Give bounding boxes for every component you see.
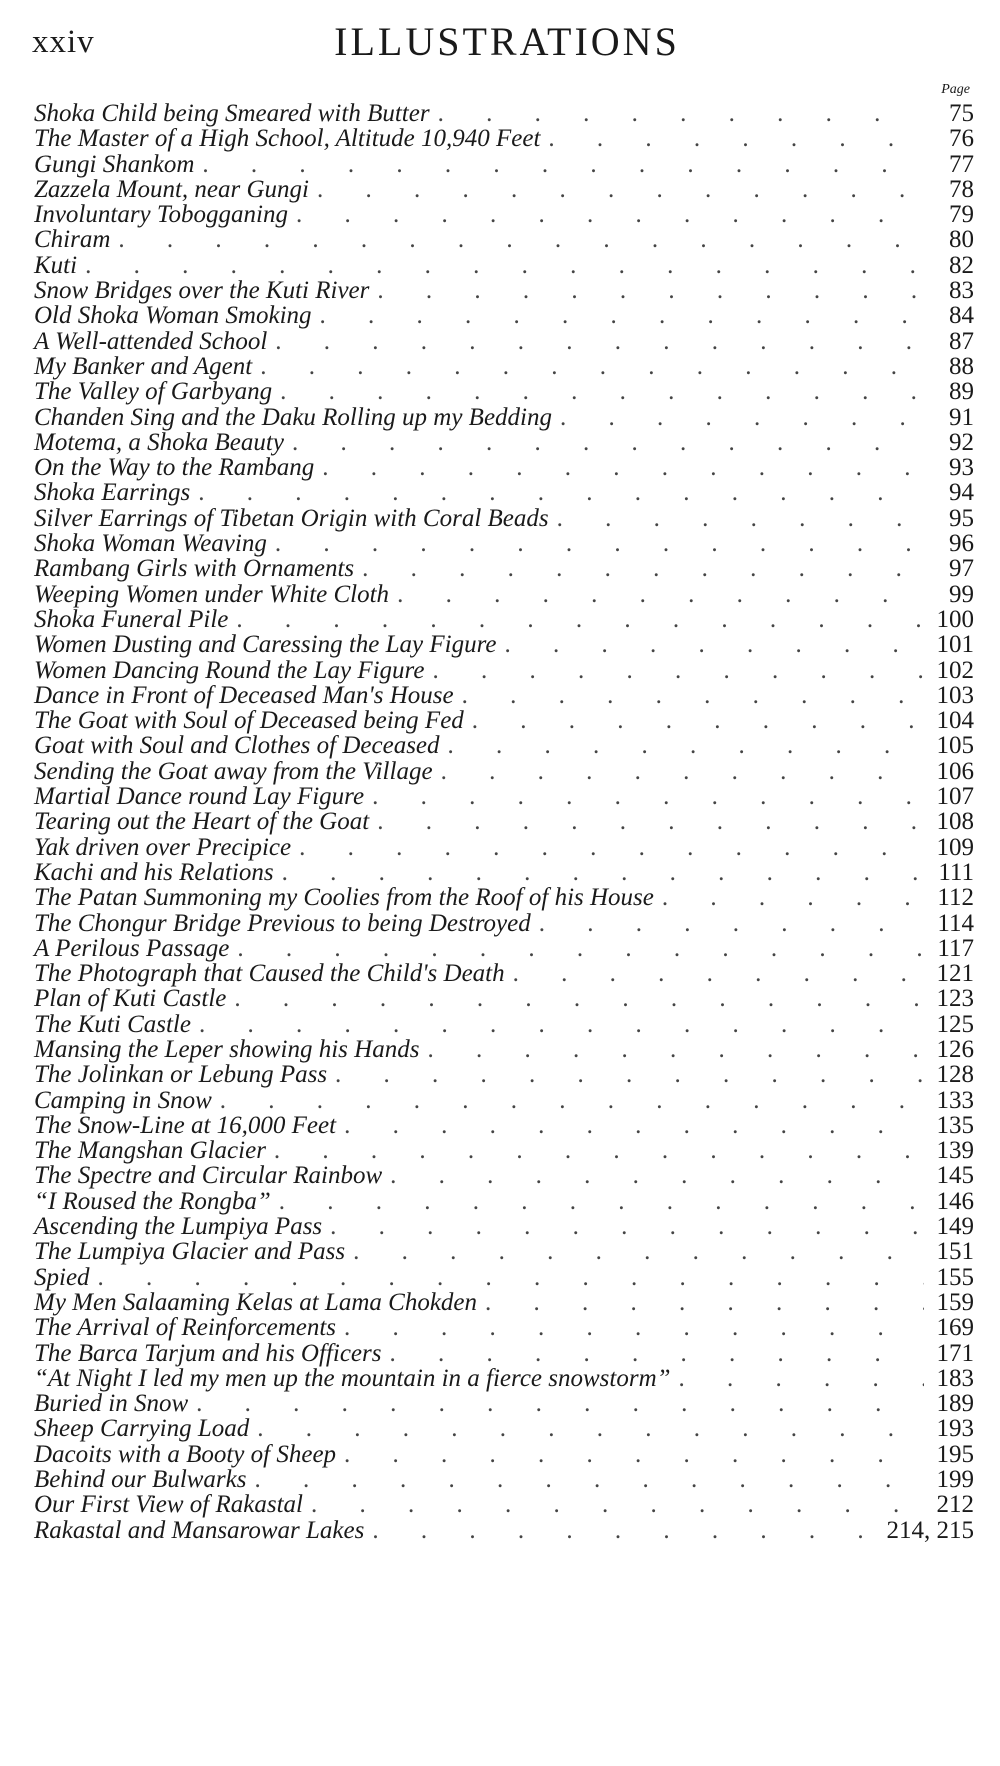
illustration-title: Tearing out the Heart of the Goat bbox=[34, 808, 370, 836]
illustration-page: 87 bbox=[949, 327, 974, 355]
illustration-page: 189 bbox=[936, 1390, 974, 1418]
dot-leader bbox=[260, 354, 924, 379]
illustration-title: Silver Earrings of Tibetan Origin with Coral Beads bbox=[34, 504, 549, 532]
illustration-title: The Mangshan Glacier bbox=[34, 1137, 266, 1165]
illustrations-list bbox=[34, 101, 974, 1543]
dot-leader bbox=[344, 1113, 924, 1138]
dot-leader bbox=[353, 1239, 924, 1264]
dot-leader bbox=[462, 683, 924, 708]
illustration-page: 95 bbox=[949, 504, 974, 532]
dot-leader bbox=[662, 885, 924, 910]
list-item bbox=[34, 1391, 974, 1416]
list-item bbox=[34, 986, 974, 1011]
illustration-page: 101 bbox=[936, 631, 974, 659]
list-item bbox=[34, 303, 974, 328]
list-item bbox=[34, 455, 974, 480]
illustration-title: Our First View of Rakastal bbox=[34, 1491, 303, 1519]
list-item bbox=[34, 202, 974, 227]
list-item bbox=[34, 1265, 974, 1290]
dot-leader bbox=[485, 1290, 924, 1315]
illustration-title: Motema, a Shoka Beauty bbox=[34, 428, 284, 456]
illustration-title: Chanden Sing and the Daku Rolling up my Bedding bbox=[34, 403, 552, 431]
illustration-title: On the Way to the Rambang bbox=[34, 454, 315, 482]
illustration-page: 169 bbox=[936, 1314, 974, 1342]
illustration-title: Shoka Child being Smeared with Butter bbox=[34, 100, 430, 127]
list-item bbox=[34, 354, 974, 379]
illustration-page: 93 bbox=[949, 454, 974, 482]
dot-leader bbox=[560, 405, 924, 430]
dot-leader bbox=[98, 1265, 924, 1290]
list-item bbox=[34, 405, 974, 430]
illustration-page: 82 bbox=[949, 251, 974, 279]
list-item bbox=[34, 582, 974, 607]
list-item bbox=[34, 1467, 974, 1492]
list-item bbox=[34, 911, 974, 936]
illustration-page: 105 bbox=[936, 732, 974, 760]
list-item bbox=[34, 1518, 974, 1543]
illustration-page: 92 bbox=[949, 428, 974, 456]
illustration-page: 117 bbox=[937, 934, 974, 962]
dot-leader bbox=[427, 1037, 924, 1062]
illustration-title: Rakastal and Mansarowar Lakes bbox=[34, 1516, 365, 1544]
list-item bbox=[34, 329, 974, 354]
illustration-title: A Well-attended School bbox=[34, 327, 268, 355]
list-item bbox=[34, 430, 974, 455]
dot-leader bbox=[377, 809, 924, 834]
list-item bbox=[34, 1442, 974, 1467]
list-item bbox=[34, 835, 974, 860]
dot-leader bbox=[372, 784, 924, 809]
illustration-title: Old Shoka Woman Smoking bbox=[34, 302, 312, 330]
list-item bbox=[34, 1012, 974, 1037]
illustration-page: 103 bbox=[936, 681, 974, 709]
dot-leader bbox=[198, 480, 924, 505]
list-item bbox=[34, 607, 974, 632]
illustration-title: A Perilous Passage bbox=[34, 934, 230, 962]
dot-leader bbox=[432, 658, 924, 683]
illustration-title: The Master of a High School, Altitude 10,940 Feet bbox=[34, 125, 541, 153]
illustration-page: 107 bbox=[936, 783, 974, 811]
illustration-page: 100 bbox=[936, 605, 974, 633]
illustration-page: 78 bbox=[949, 175, 974, 203]
dot-leader bbox=[335, 1062, 924, 1087]
illustration-page: 112 bbox=[937, 884, 974, 912]
illustration-title: The Goat with Soul of Deceased being Fed bbox=[34, 707, 464, 735]
list-item bbox=[34, 1189, 974, 1214]
illustration-title: Kachi and his Relations bbox=[34, 858, 274, 886]
illustration-title: Behind our Bulwarks bbox=[34, 1466, 247, 1494]
dot-leader bbox=[199, 1012, 924, 1037]
illustration-page: 80 bbox=[949, 226, 974, 254]
illustration-page: 193 bbox=[936, 1415, 974, 1443]
list-item bbox=[34, 556, 974, 581]
dot-leader bbox=[513, 961, 924, 986]
dot-leader bbox=[330, 1214, 924, 1239]
illustration-title: The Jolinkan or Lebung Pass bbox=[34, 1061, 328, 1089]
illustration-page: 99 bbox=[949, 580, 974, 608]
illustration-title: Rambang Girls with Ornaments bbox=[34, 555, 355, 583]
illustration-page: 121 bbox=[936, 960, 974, 988]
dot-leader bbox=[438, 101, 924, 126]
dot-leader bbox=[362, 556, 924, 581]
list-item bbox=[34, 126, 974, 151]
illustration-title: The Barca Tarjum and his Officers bbox=[34, 1339, 382, 1367]
illustration-title: Shoka Earrings bbox=[34, 479, 191, 507]
list-item bbox=[34, 1214, 974, 1239]
illustration-page: 146 bbox=[936, 1187, 974, 1215]
dot-leader bbox=[237, 936, 924, 961]
illustration-page: 104 bbox=[936, 707, 974, 735]
dot-leader bbox=[282, 860, 924, 885]
list-item bbox=[34, 936, 974, 961]
list-item bbox=[34, 152, 974, 177]
list-item bbox=[34, 1416, 974, 1441]
dot-leader bbox=[448, 733, 924, 758]
illustration-title: Women Dancing Round the Lay Figure bbox=[34, 656, 425, 684]
illustration-title: Camping in Snow bbox=[34, 1086, 212, 1114]
dot-leader bbox=[397, 582, 924, 607]
illustration-title: Goat with Soul and Clothes of Deceased bbox=[34, 732, 440, 760]
page-title: ILLUSTRATIONS bbox=[334, 19, 680, 64]
dot-leader bbox=[390, 1163, 924, 1188]
illustration-page: 89 bbox=[949, 378, 974, 406]
illustration-page: 145 bbox=[936, 1162, 974, 1190]
dot-leader bbox=[202, 152, 924, 177]
illustration-title: The Photograph that Caused the Child's Death bbox=[34, 960, 505, 988]
list-item bbox=[34, 506, 974, 531]
illustration-title: Women Dusting and Caressing the Lay Figure bbox=[34, 631, 497, 659]
illustration-page: 96 bbox=[949, 530, 974, 558]
dot-leader bbox=[279, 1189, 924, 1214]
list-item bbox=[34, 480, 974, 505]
list-item bbox=[34, 885, 974, 910]
dot-leader bbox=[472, 708, 924, 733]
list-item bbox=[34, 1088, 974, 1113]
dot-leader bbox=[539, 911, 924, 936]
illustration-page: 111 bbox=[938, 858, 974, 886]
illustration-page: 149 bbox=[936, 1213, 974, 1241]
illustration-title: Yak driven over Precipice bbox=[34, 833, 292, 861]
dot-leader bbox=[274, 1138, 924, 1163]
illustration-page: 88 bbox=[949, 352, 974, 380]
illustration-title: The Chongur Bridge Previous to being Destroyed bbox=[34, 909, 531, 937]
dot-leader bbox=[372, 1518, 878, 1543]
dot-leader bbox=[292, 430, 924, 455]
dot-leader bbox=[548, 126, 924, 151]
dot-leader bbox=[679, 1366, 924, 1391]
illustration-page: 139 bbox=[936, 1137, 974, 1165]
dot-leader bbox=[280, 379, 924, 404]
dot-leader bbox=[299, 835, 924, 860]
illustration-title: The Lumpiya Glacier and Pass bbox=[34, 1238, 346, 1266]
illustration-page: 102 bbox=[936, 656, 974, 684]
list-item bbox=[34, 809, 974, 834]
illustration-title: Sending the Goat away from the Village bbox=[34, 757, 433, 785]
list-item bbox=[34, 177, 974, 202]
illustration-title: Involuntary Tobogganing bbox=[34, 201, 288, 229]
illustration-page: 84 bbox=[949, 302, 974, 330]
illustration-page: 171 bbox=[936, 1339, 974, 1367]
illustration-page: 214, 215 bbox=[886, 1516, 974, 1544]
illustration-title: Martial Dance round Lay Figure bbox=[34, 783, 365, 811]
illustration-title: Weeping Women under White Cloth bbox=[34, 580, 390, 608]
dot-leader bbox=[255, 1467, 925, 1492]
list-item bbox=[34, 683, 974, 708]
page-number: xxiv bbox=[32, 24, 95, 60]
illustration-title: Sheep Carrying Load bbox=[34, 1415, 250, 1443]
list-item bbox=[34, 101, 974, 126]
list-item bbox=[34, 708, 974, 733]
list-item bbox=[34, 961, 974, 986]
dot-leader bbox=[320, 303, 924, 328]
dot-leader bbox=[344, 1442, 924, 1467]
illustration-page: 123 bbox=[936, 985, 974, 1013]
illustration-title: Ascending the Lumpiya Pass bbox=[34, 1213, 323, 1241]
illustration-title: Zazzela Mount, near Gungi bbox=[34, 175, 309, 203]
illustration-title: Buried in Snow bbox=[34, 1390, 189, 1418]
illustration-page: 108 bbox=[936, 808, 974, 836]
illustration-title: Snow Bridges over the Kuti River bbox=[34, 277, 370, 305]
list-item bbox=[34, 1113, 974, 1138]
illustration-title: Plan of Kuti Castle bbox=[34, 985, 227, 1013]
illustration-title: The Arrival of Reinforcements bbox=[34, 1314, 337, 1342]
illustration-title: My Men Salaaming Kelas at Lama Chokden bbox=[34, 1288, 478, 1316]
illustration-page: 212 bbox=[936, 1491, 974, 1519]
list-item bbox=[34, 278, 974, 303]
illustration-page: 195 bbox=[936, 1440, 974, 1468]
illustration-title: The Patan Summoning my Coolies from the Roof of his House bbox=[34, 884, 654, 912]
dot-leader bbox=[311, 1492, 924, 1517]
dot-leader bbox=[275, 329, 924, 354]
dot-leader bbox=[389, 1341, 924, 1366]
illustration-page: 199 bbox=[936, 1466, 974, 1494]
illustration-page: 106 bbox=[936, 757, 974, 785]
illustration-page: 125 bbox=[936, 1010, 974, 1038]
illustration-title: The Spectre and Circular Rainbow bbox=[34, 1162, 383, 1190]
list-item bbox=[34, 531, 974, 556]
list-item bbox=[34, 784, 974, 809]
illustration-title: Chiram bbox=[34, 226, 111, 254]
illustration-title: The Snow-Line at 16,000 Feet bbox=[34, 1111, 337, 1139]
illustration-title: Dacoits with a Booty of Sheep bbox=[34, 1440, 337, 1468]
dot-leader bbox=[322, 455, 924, 480]
dot-leader bbox=[196, 1391, 924, 1416]
page-column-label: Page bbox=[941, 82, 970, 97]
illustration-title: Dance in Front of Deceased Man's House bbox=[34, 681, 454, 709]
illustration-page: 94 bbox=[949, 479, 974, 507]
illustration-page: 159 bbox=[936, 1288, 974, 1316]
list-item bbox=[34, 733, 974, 758]
illustration-page: 91 bbox=[949, 403, 974, 431]
illustration-page: 183 bbox=[936, 1364, 974, 1392]
dot-leader bbox=[275, 531, 924, 556]
dot-leader bbox=[317, 177, 924, 202]
list-item bbox=[34, 379, 974, 404]
illustration-title: “I Roused the Rongba” bbox=[34, 1187, 271, 1215]
illustration-title: Spied bbox=[34, 1263, 90, 1291]
illustration-page: 151 bbox=[936, 1238, 974, 1266]
dot-leader bbox=[220, 1088, 924, 1113]
list-item bbox=[34, 1138, 974, 1163]
list-item bbox=[34, 1290, 974, 1315]
dot-leader bbox=[505, 632, 925, 657]
illustration-page: 83 bbox=[949, 277, 974, 305]
illustration-title: Shoka Funeral Pile bbox=[34, 605, 229, 633]
dot-leader bbox=[118, 227, 924, 252]
illustration-page: 76 bbox=[949, 125, 974, 153]
dot-leader bbox=[236, 607, 924, 632]
list-item bbox=[34, 759, 974, 784]
dot-leader bbox=[257, 1416, 924, 1441]
illustration-page: 128 bbox=[936, 1061, 974, 1089]
illustration-title: The Valley of Garbyang bbox=[34, 378, 273, 406]
illustration-page: 114 bbox=[937, 909, 974, 937]
illustration-page: 109 bbox=[936, 833, 974, 861]
illustration-page: 155 bbox=[936, 1263, 974, 1291]
illustration-page: 79 bbox=[949, 201, 974, 229]
illustration-page: 97 bbox=[949, 555, 974, 583]
illustration-title: The Kuti Castle bbox=[34, 1010, 191, 1038]
dot-leader bbox=[85, 253, 924, 278]
list-item bbox=[34, 1341, 974, 1366]
page-header bbox=[32, 18, 982, 78]
list-item bbox=[34, 1366, 974, 1391]
dot-leader bbox=[557, 506, 924, 531]
list-item bbox=[34, 632, 974, 657]
illustration-page: 135 bbox=[936, 1111, 974, 1139]
list-item bbox=[34, 1037, 974, 1062]
illustration-title: Gungi Shankom bbox=[34, 150, 195, 178]
dot-leader bbox=[296, 202, 924, 227]
illustration-page: 133 bbox=[936, 1086, 974, 1114]
list-item bbox=[34, 1315, 974, 1340]
list-item bbox=[34, 1062, 974, 1087]
list-item bbox=[34, 860, 974, 885]
dot-leader bbox=[234, 986, 924, 1011]
list-item bbox=[34, 227, 974, 252]
list-item bbox=[34, 1239, 974, 1264]
dot-leader bbox=[377, 278, 924, 303]
illustration-title: “At Night I led my men up the mountain in a fierce snowstorm” bbox=[34, 1364, 671, 1392]
illustration-title: Mansing the Leper showing his Hands bbox=[34, 1035, 420, 1063]
illustration-page: 75 bbox=[949, 100, 974, 127]
illustration-page: 126 bbox=[936, 1035, 974, 1063]
list-item bbox=[34, 1163, 974, 1188]
list-item bbox=[34, 658, 974, 683]
illustration-title: My Banker and Agent bbox=[34, 352, 253, 380]
illustration-title: Shoka Woman Weaving bbox=[34, 530, 267, 558]
dot-leader bbox=[441, 759, 924, 784]
illustration-page: 77 bbox=[949, 150, 974, 178]
dot-leader bbox=[344, 1315, 924, 1340]
illustration-title: Kuti bbox=[34, 251, 78, 279]
list-item bbox=[34, 253, 974, 278]
list-item bbox=[34, 1492, 974, 1517]
